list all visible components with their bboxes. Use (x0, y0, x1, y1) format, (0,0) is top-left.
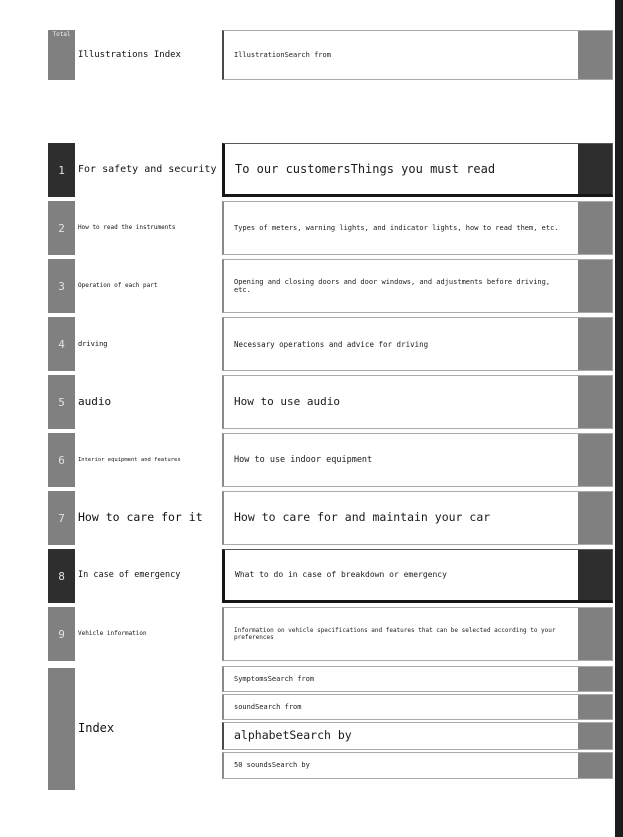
chapter-number: 2 (58, 221, 65, 235)
index-item: alphabetSearch by (234, 728, 352, 743)
chapter-description: How to care for and maintain your car (234, 510, 491, 525)
index-item-alphabet-box (222, 722, 613, 750)
chapter-6-label: Interior equipment and features (78, 456, 181, 463)
chapter-9-label: Vehicle information (78, 629, 147, 637)
chapter-description: What to do in case of breakdown or emergency (235, 570, 447, 580)
chapter-description: How to use audio (234, 395, 340, 409)
chapter-3-tab (48, 259, 75, 313)
chapter-5-label: audio (78, 394, 112, 408)
row-end-block (578, 608, 612, 660)
chapter-1-tab (48, 143, 75, 197)
row-end-block (578, 31, 612, 79)
illustrations-index-box (222, 30, 613, 80)
chapter-4-label: driving (78, 339, 108, 348)
chapter-6-description-box (222, 433, 613, 487)
chapter-5-description-box (222, 375, 613, 429)
row-end-block (578, 376, 612, 428)
index-item: soundSearch from (234, 702, 302, 711)
total-tab-label: Total (52, 31, 71, 38)
row-end-block (578, 492, 612, 544)
chapter-description: Opening and closing doors and door windows, and adjustments before driving, etc. (234, 277, 551, 294)
chapter-1-label: For safety and security (78, 164, 217, 176)
chapter-9-description-box (222, 607, 613, 661)
chapter-9-tab (48, 607, 75, 661)
index-item-sound-box (222, 694, 613, 720)
chapter-7-label: How to care for it (78, 510, 203, 525)
chapter-number: 6 (58, 453, 65, 467)
row-end-block (578, 753, 612, 778)
illustrations-index-label: Illustrations Index (78, 49, 181, 60)
chapter-8-description-box (222, 549, 613, 603)
chapter-7-tab (48, 491, 75, 545)
page-edge-rail (615, 0, 623, 837)
row-end-block (578, 434, 612, 486)
chapter-1-description-box (222, 143, 613, 197)
index-item-symptoms-box (222, 666, 613, 692)
index-tab (48, 668, 75, 790)
row-end-block (578, 202, 612, 254)
chapter-number: 8 (58, 569, 65, 583)
chapter-2-tab (48, 201, 75, 255)
chapter-2-description-box (222, 201, 613, 255)
chapter-number: 3 (58, 279, 65, 293)
chapter-number: 7 (58, 511, 65, 525)
row-end-block (578, 723, 612, 749)
chapter-description: To our customersThings you must read (235, 161, 496, 176)
chapter-7-description-box (222, 491, 613, 545)
index-item-50sounds-box (222, 752, 613, 779)
chapter-2-label: How to read the instruments (78, 223, 176, 231)
chapter-description: Information on vehicle specifications and features that can be selected according to your preferences (234, 626, 556, 641)
chapter-number: 5 (58, 395, 65, 409)
chapter-number: 4 (58, 337, 65, 351)
index-item: 50 soundsSearch by (234, 761, 310, 770)
chapter-8-label: In case of emergency (78, 570, 181, 581)
row-end-block (578, 667, 612, 691)
chapter-number: 1 (58, 163, 65, 177)
chapter-description: Necessary operations and advice for driving (234, 339, 429, 349)
index-label: Index (78, 721, 115, 736)
total-tab (48, 30, 75, 80)
chapter-4-tab (48, 317, 75, 371)
row-end-block (578, 550, 612, 600)
chapter-description: How to use indoor equipment (234, 454, 373, 465)
chapter-6-tab (48, 433, 75, 487)
chapter-description: Types of meters, warning lights, and indicator lights, how to read them, etc. (234, 223, 559, 232)
chapter-number: 9 (58, 627, 65, 641)
chapter-4-description-box (222, 317, 613, 371)
row-end-block (578, 144, 612, 194)
illustrations-index-description: IllustrationSearch from (234, 50, 331, 59)
chapter-3-description-box (222, 259, 613, 313)
chapter-5-tab (48, 375, 75, 429)
row-end-block (578, 260, 612, 312)
chapter-3-label: Operation of each part (78, 281, 158, 289)
index-item: SymptomsSearch from (234, 674, 315, 683)
row-end-block (578, 695, 612, 719)
row-end-block (578, 318, 612, 370)
chapter-8-tab (48, 549, 75, 603)
